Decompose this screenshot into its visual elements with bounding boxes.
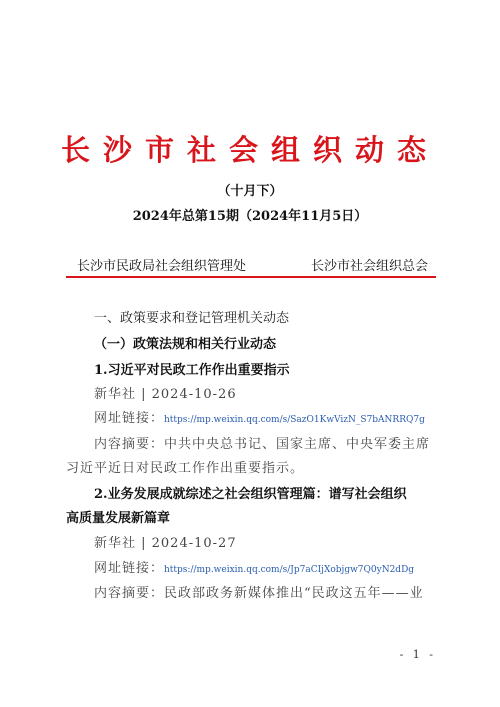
article-1-link-row <box>94 407 425 426</box>
article-2-source: 新华社 | 2024-10-27 <box>94 536 237 551</box>
article-2-link-label: 网址链接： <box>94 561 165 576</box>
article-1-summary-line2: 习近平近日对民政工作作出重要指示。 <box>66 461 305 476</box>
issuer-right: 长沙市社会组织总会 <box>311 259 429 274</box>
article-1-title[interactable]: 1.习近平对民政工作作出重要指示 <box>94 363 290 378</box>
article-2-title-line2[interactable]: 高质量发展新篇章 <box>66 511 171 526</box>
subsection-heading: （一）政策法规和相关行业动态 <box>94 337 277 352</box>
document-title: 长沙市社会组织动态 <box>60 133 439 167</box>
article-1-link[interactable]: https://mp.weixin.qq.com/s/SazO1KwVizN_S7bANRRQ7g <box>164 415 425 425</box>
article-2-summary-line1: 内容摘要：民政部政务新媒体推出“民政这五年——业 <box>94 586 424 601</box>
header-red-rule <box>66 276 436 278</box>
issue-info: 2024年总第15期（2024年11月5日） <box>132 209 368 224</box>
issue-month: （十月下） <box>217 184 283 199</box>
page-number: - 1 - <box>399 648 436 661</box>
article-1-link-label: 网址链接： <box>94 411 165 426</box>
article-2-link-row <box>94 557 414 576</box>
article-1-summary-line1: 内容摘要：中共中央总书记、国家主席、中央军委主席 <box>94 437 431 452</box>
article-2-title-line1[interactable]: 2.业务发展成就综述之社会组织管理篇：谱写社会组织 <box>94 487 407 502</box>
article-2-link[interactable]: https://mp.weixin.qq.com/s/Jp7aCIjXobjgw7Q0yN2dDg <box>164 565 415 575</box>
article-1-source: 新华社 | 2024-10-26 <box>94 387 237 402</box>
section-heading: 一、政策要求和登记管理机关动态 <box>94 311 290 326</box>
issuer-left: 长沙市民政局社会组织管理处 <box>77 259 247 274</box>
